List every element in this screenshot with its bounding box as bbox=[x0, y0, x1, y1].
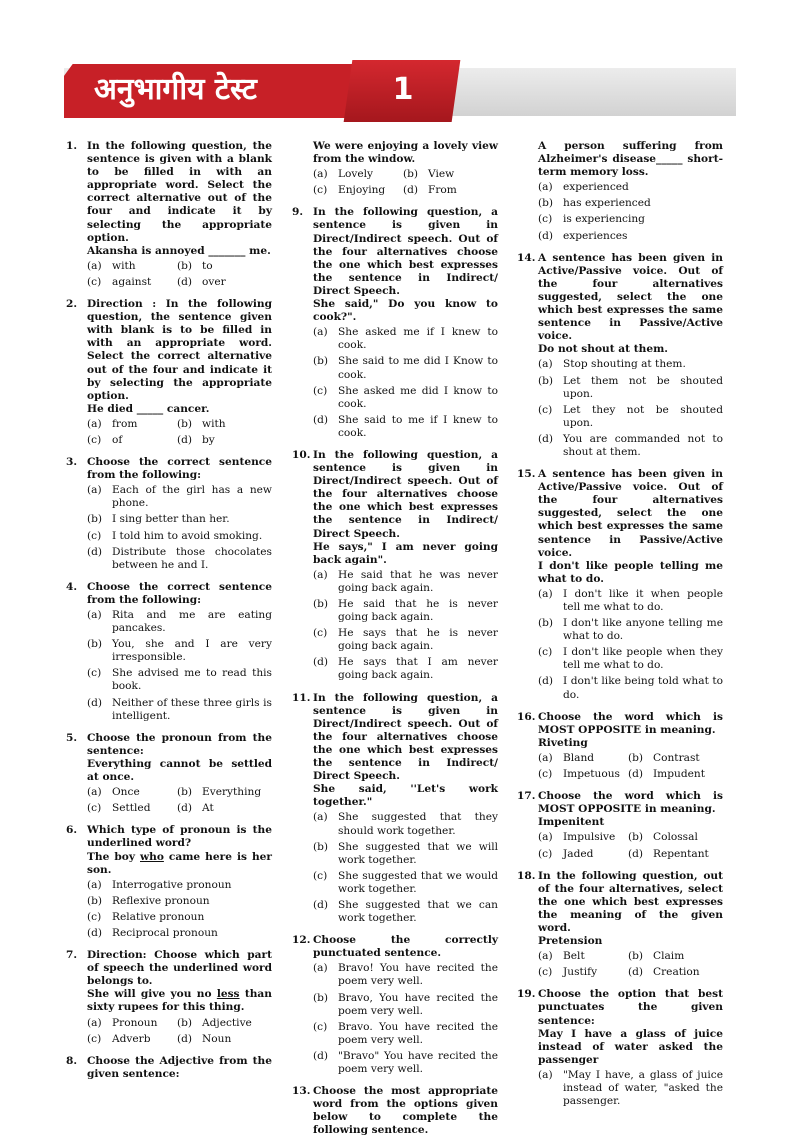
option-a[interactable]: (a) Stop shouting at them. bbox=[538, 358, 686, 371]
question-number: 19. bbox=[517, 988, 536, 1001]
option-c[interactable]: (c) Relative pronoun bbox=[87, 910, 205, 923]
question-sentence: I don't like people telling me what to do. bbox=[538, 559, 723, 585]
option-b[interactable]: (b) with bbox=[177, 417, 226, 430]
question-number: 10. bbox=[292, 448, 311, 461]
options bbox=[313, 326, 498, 440]
underlined-word: who bbox=[140, 850, 164, 863]
option-b[interactable]: (b) Contrast bbox=[628, 751, 700, 764]
option-b[interactable]: (b) Claim bbox=[628, 950, 685, 963]
option-a[interactable]: (a) from bbox=[87, 417, 138, 430]
question-sentence: She will give you no less than sixty rupees for this thing. bbox=[87, 988, 272, 1014]
question-8 bbox=[66, 1055, 272, 1081]
option-c[interactable]: (c) Bravo. You have recited the poem very well. bbox=[313, 1020, 498, 1046]
option-b[interactable]: (b) Let them not be shouted upon. bbox=[538, 374, 723, 400]
option-d[interactable]: (d) At bbox=[177, 802, 214, 815]
options bbox=[87, 786, 272, 815]
option-b[interactable]: (b) Bravo, You have recited the poem very well. bbox=[313, 991, 498, 1017]
option-a[interactable]: (a) Bland bbox=[538, 751, 595, 764]
question-text: A sentence has been given in Active/Passive voice. Out of the four alternatives suggested, select the one which best expresses the same sentence in Passive/Active voice. Do not shout at them. bbox=[538, 251, 723, 356]
option-c[interactable]: (c) She asked me did I know to cook. bbox=[313, 384, 498, 410]
question-number: 5. bbox=[66, 731, 78, 744]
option-c[interactable]: (c) She suggested that we would work together. bbox=[313, 869, 498, 895]
question-15 bbox=[517, 468, 723, 702]
option-a[interactable]: (a) Once bbox=[87, 786, 140, 799]
option-a[interactable]: (a) Each of the girl has a new phone. bbox=[87, 484, 272, 510]
option-a[interactable]: (a) with bbox=[87, 259, 136, 272]
option-d[interactable]: (d) over bbox=[177, 275, 226, 288]
question-10 bbox=[292, 449, 498, 683]
section-number: 1 bbox=[392, 72, 414, 107]
options bbox=[87, 1017, 272, 1046]
question-14 bbox=[517, 252, 723, 459]
option-d[interactable]: (d) Distribute those chocolates between he and I. bbox=[87, 545, 272, 571]
section-banner bbox=[64, 64, 736, 118]
option-a[interactable]: (a) "May I have, a glass of juice instead of water, "asked the passenger. bbox=[538, 1068, 723, 1108]
question-text: Choose the option that best punctuates the given sentence: May I have a glass of juice instead of water asked the passenger bbox=[538, 988, 723, 1066]
question-4 bbox=[66, 581, 272, 723]
question-text: In the following question, a sentence is given in Direct/Indirect speech. Out of the four alternatives choose the one which best expresses the sentence in Indirect/ Direct Speech. She said," Do you know to cook?". bbox=[313, 206, 498, 324]
question-text: Choose the word which is MOST OPPOSITE in meaning. Impenitent bbox=[538, 790, 723, 829]
option-c[interactable]: (c) of bbox=[87, 433, 123, 446]
option-b[interactable]: (b) Colossal bbox=[628, 831, 698, 844]
options bbox=[87, 879, 272, 940]
option-b[interactable]: (b) I sing better than her. bbox=[87, 513, 230, 526]
question-16 bbox=[517, 711, 723, 781]
option-b[interactable]: (b) He said that he is never going back again. bbox=[313, 598, 498, 624]
option-d[interactable]: (d) Neither of these three girls is intelligent. bbox=[87, 696, 272, 722]
question-number: 14. bbox=[517, 251, 536, 264]
question-2 bbox=[66, 298, 272, 447]
question-number: 17. bbox=[517, 790, 536, 803]
question-sentence: We were enjoying a lovely view from the window. bbox=[313, 140, 498, 166]
question-text: In the following question, a sentence is given in Direct/Indirect speech. Out of the four alternatives choose the one which best expresses the sentence in Indirect/ Direct Speech. She said, ''Let's work together." bbox=[313, 691, 498, 809]
column-3 bbox=[517, 140, 723, 1117]
options bbox=[87, 484, 272, 572]
question-17 bbox=[517, 790, 723, 860]
option-b[interactable]: (b) She suggested that we will work together. bbox=[313, 840, 498, 866]
options bbox=[538, 181, 723, 242]
options bbox=[87, 609, 272, 723]
question-number: 6. bbox=[66, 824, 78, 837]
option-c[interactable]: (c) I don't like people when they tell me what to do. bbox=[538, 646, 723, 672]
options bbox=[87, 418, 272, 447]
question-number: 11. bbox=[292, 691, 311, 704]
option-c[interactable]: (c) Impetuous bbox=[538, 768, 620, 781]
option-a[interactable]: (a) Rita and me are eating pancakes. bbox=[87, 609, 272, 635]
question-number: 2. bbox=[66, 298, 78, 311]
question-number: 16. bbox=[517, 710, 536, 723]
question-text: Choose the correct sentence from the following: bbox=[87, 456, 272, 482]
question-number: 9. bbox=[292, 206, 304, 219]
question-text: Direction : In the following question, the sentence given with blank is to be filled in with an appropriate word. Select the correct alternative out of the four and indicate it by selecting the appropriate option. He died _____ cancer. bbox=[87, 298, 272, 415]
option-d[interactable]: (d) I don't like being told what to do. bbox=[538, 675, 723, 701]
option-d[interactable]: (d) From bbox=[403, 184, 457, 197]
option-b[interactable]: (b) You, she and I are very irresponsible. bbox=[87, 638, 272, 664]
question-number: 3. bbox=[66, 456, 78, 469]
section-title: अनुभागीय टेस्ट bbox=[94, 72, 257, 107]
question-text: In the following question, a sentence is given in Direct/Indirect speech. Out of the four alternatives choose the one which best expresses the sentence in Indirect/ Direct Speech. He says," I am never going back again". bbox=[313, 448, 498, 566]
option-c[interactable]: (c) Settled bbox=[87, 802, 151, 815]
option-d[interactable]: (d) Reciprocal pronoun bbox=[87, 926, 218, 939]
option-c[interactable]: (c) Enjoying bbox=[313, 184, 386, 197]
question-1 bbox=[66, 140, 272, 289]
options bbox=[313, 962, 498, 1076]
question-3 bbox=[66, 456, 272, 572]
option-d[interactable]: (d) "Bravo" You have recited the poem very well. bbox=[313, 1049, 498, 1075]
options bbox=[87, 260, 272, 289]
question-number: 13. bbox=[292, 1085, 311, 1098]
option-d[interactable]: (d) Impudent bbox=[628, 768, 705, 781]
question-text: Choose the pronoun from the sentence: Everything cannot be settled at once. bbox=[87, 731, 272, 784]
question-text: Choose the correctly punctuated sentence. bbox=[313, 934, 498, 960]
option-c[interactable]: (c) against bbox=[87, 275, 152, 288]
option-a[interactable]: (a) Lovely bbox=[313, 168, 374, 181]
option-a[interactable]: (a) Impulsive bbox=[538, 831, 616, 844]
question-sentence: He says," I am never going back again". bbox=[313, 540, 498, 566]
question-sentence: She said, ''Let's work together." bbox=[313, 783, 498, 809]
option-a[interactable]: (a) He said that he was never going back again. bbox=[313, 568, 498, 594]
question-text: In the following question, the sentence is given with a blank to be filled in with an appropriate word. Select the correct alternative out of the four and indicate it by selecting the appropriate option. Akansha is annoyed _______ me. bbox=[87, 140, 272, 257]
option-c[interactable]: (c) He says that he is never going back again. bbox=[313, 627, 498, 653]
column-2 bbox=[292, 140, 498, 1146]
question-number: 18. bbox=[517, 869, 536, 882]
question-sentence: She said," Do you know to cook?". bbox=[313, 298, 498, 324]
question-7 bbox=[66, 949, 272, 1046]
option-c[interactable]: (c) Jaded bbox=[538, 847, 594, 860]
column-1 bbox=[66, 140, 272, 1090]
question-text: Choose the Adjective from the given sentence: bbox=[87, 1054, 272, 1080]
question-sentence: Everything cannot be settled at once. bbox=[87, 757, 272, 784]
option-c[interactable]: (c) Justify bbox=[538, 966, 598, 979]
option-d[interactable]: (d) She said to me if I knew to cook. bbox=[313, 413, 498, 439]
option-a[interactable]: (a) Interrogative pronoun bbox=[87, 878, 232, 891]
option-c[interactable]: (c) Adverb bbox=[87, 1032, 151, 1045]
question-number: 7. bbox=[66, 949, 78, 962]
option-d[interactable]: (d) She suggested that we can work together. bbox=[313, 898, 498, 925]
option-a[interactable]: (a) Bravo! You have recited the poem very well. bbox=[313, 962, 498, 988]
question-number: 8. bbox=[66, 1054, 78, 1067]
option-d[interactable]: (d) Noun bbox=[177, 1032, 232, 1045]
option-a[interactable]: (a) experienced bbox=[538, 181, 629, 194]
option-c[interactable]: (c) Let they not be shouted upon. bbox=[538, 403, 723, 429]
question-13 bbox=[292, 1085, 498, 1137]
options bbox=[313, 168, 498, 197]
question-19 bbox=[517, 988, 723, 1108]
option-b[interactable]: (b) Adjective bbox=[177, 1016, 252, 1029]
question-number: 15. bbox=[517, 468, 536, 481]
question-12 bbox=[292, 934, 498, 1076]
option-d[interactable]: (d) He says that I am never going back again. bbox=[313, 656, 498, 682]
options bbox=[538, 831, 723, 860]
option-a[interactable]: (a) She asked me if I knew to cook. bbox=[313, 326, 498, 352]
option-b[interactable]: (b) View bbox=[403, 168, 455, 181]
options bbox=[538, 752, 723, 781]
question-sentence: Pretension bbox=[538, 935, 603, 948]
question-sentence: May I have a glass of juice instead of water asked the passenger bbox=[538, 1027, 723, 1066]
question-text: Direction: Choose which part of speech the underlined word belongs to. She will give you no less than sixty rupees for this thing. bbox=[87, 949, 272, 1014]
options bbox=[313, 569, 498, 683]
question-text: Which type of pronoun is the underlined word? The boy who came here is her son. bbox=[87, 824, 272, 876]
question-text: Choose the correct sentence from the following: bbox=[87, 580, 272, 606]
question-9 bbox=[292, 206, 498, 440]
option-b[interactable]: (b) She said to me did I Know to cook. bbox=[313, 355, 498, 381]
underlined-word: less bbox=[216, 988, 240, 1001]
question-11 bbox=[292, 692, 498, 926]
question-13-continued bbox=[517, 140, 723, 243]
option-b[interactable]: (b) Everything bbox=[177, 786, 262, 799]
question-text: In the following question, out of the four alternatives, select the one which best expresses the meaning of the given word. Pretension bbox=[538, 869, 723, 948]
options bbox=[538, 1069, 723, 1108]
question-number: 4. bbox=[66, 580, 78, 593]
question-sentence: Do not shout at them. bbox=[538, 343, 668, 356]
option-a[interactable]: (a) Belt bbox=[538, 950, 585, 963]
question-8-continued bbox=[292, 140, 498, 197]
question-number: 1. bbox=[66, 140, 78, 152]
question-text: Choose the most appropriate word from the options given below to complete the following sentence. bbox=[313, 1085, 498, 1137]
question-sentence: Riveting bbox=[538, 736, 588, 749]
question-5 bbox=[66, 732, 272, 816]
option-d[interactable]: (d) experiences bbox=[538, 229, 628, 242]
question-18 bbox=[517, 870, 723, 980]
option-c[interactable]: (c) She advised me to read this book. bbox=[87, 667, 272, 693]
option-b[interactable]: (b) has experienced bbox=[538, 197, 651, 210]
options bbox=[538, 950, 723, 979]
option-c[interactable]: (c) is experiencing bbox=[538, 213, 645, 226]
option-d[interactable]: (d) by bbox=[177, 433, 215, 446]
question-text: Choose the word which is MOST OPPOSITE in meaning. Riveting bbox=[538, 710, 723, 749]
question-sentence: Impenitent bbox=[538, 816, 605, 829]
question-6 bbox=[66, 824, 272, 940]
question-sentence: He died _____ cancer. bbox=[87, 402, 210, 415]
question-number: 12. bbox=[292, 934, 311, 947]
option-c[interactable]: (c) I told him to avoid smoking. bbox=[87, 529, 263, 542]
option-a[interactable]: (a) Pronoun bbox=[87, 1016, 158, 1029]
question-sentence: A person suffering from Alzheimer's disease_____ short-term memory loss. bbox=[538, 140, 723, 179]
question-sentence: Akansha is annoyed _______ me. bbox=[87, 244, 271, 257]
option-d[interactable]: (d) You are commanded not to shout at them. bbox=[538, 432, 723, 458]
question-sentence: The boy who came here is her son. bbox=[87, 850, 272, 876]
option-a[interactable]: (a) She suggested that they should work together. bbox=[313, 811, 498, 837]
option-b[interactable]: (b) I don't like anyone telling me what to do. bbox=[538, 617, 723, 643]
option-b[interactable]: (b) to bbox=[177, 259, 213, 272]
option-b[interactable]: (b) Reflexive pronoun bbox=[87, 894, 210, 907]
options bbox=[313, 811, 498, 925]
option-d[interactable]: (d) Creation bbox=[628, 966, 700, 979]
options bbox=[538, 588, 723, 702]
option-d[interactable]: (d) Repentant bbox=[628, 847, 709, 860]
options bbox=[538, 358, 723, 459]
question-text: A sentence has been given in Active/Passive voice. Out of the four alternatives suggested, select the one which best expresses the same sentence in Passive/Active voice. I don't like people telling me what to do. bbox=[538, 468, 723, 585]
option-a[interactable]: (a) I don't like it when people tell me what to do. bbox=[538, 587, 723, 613]
